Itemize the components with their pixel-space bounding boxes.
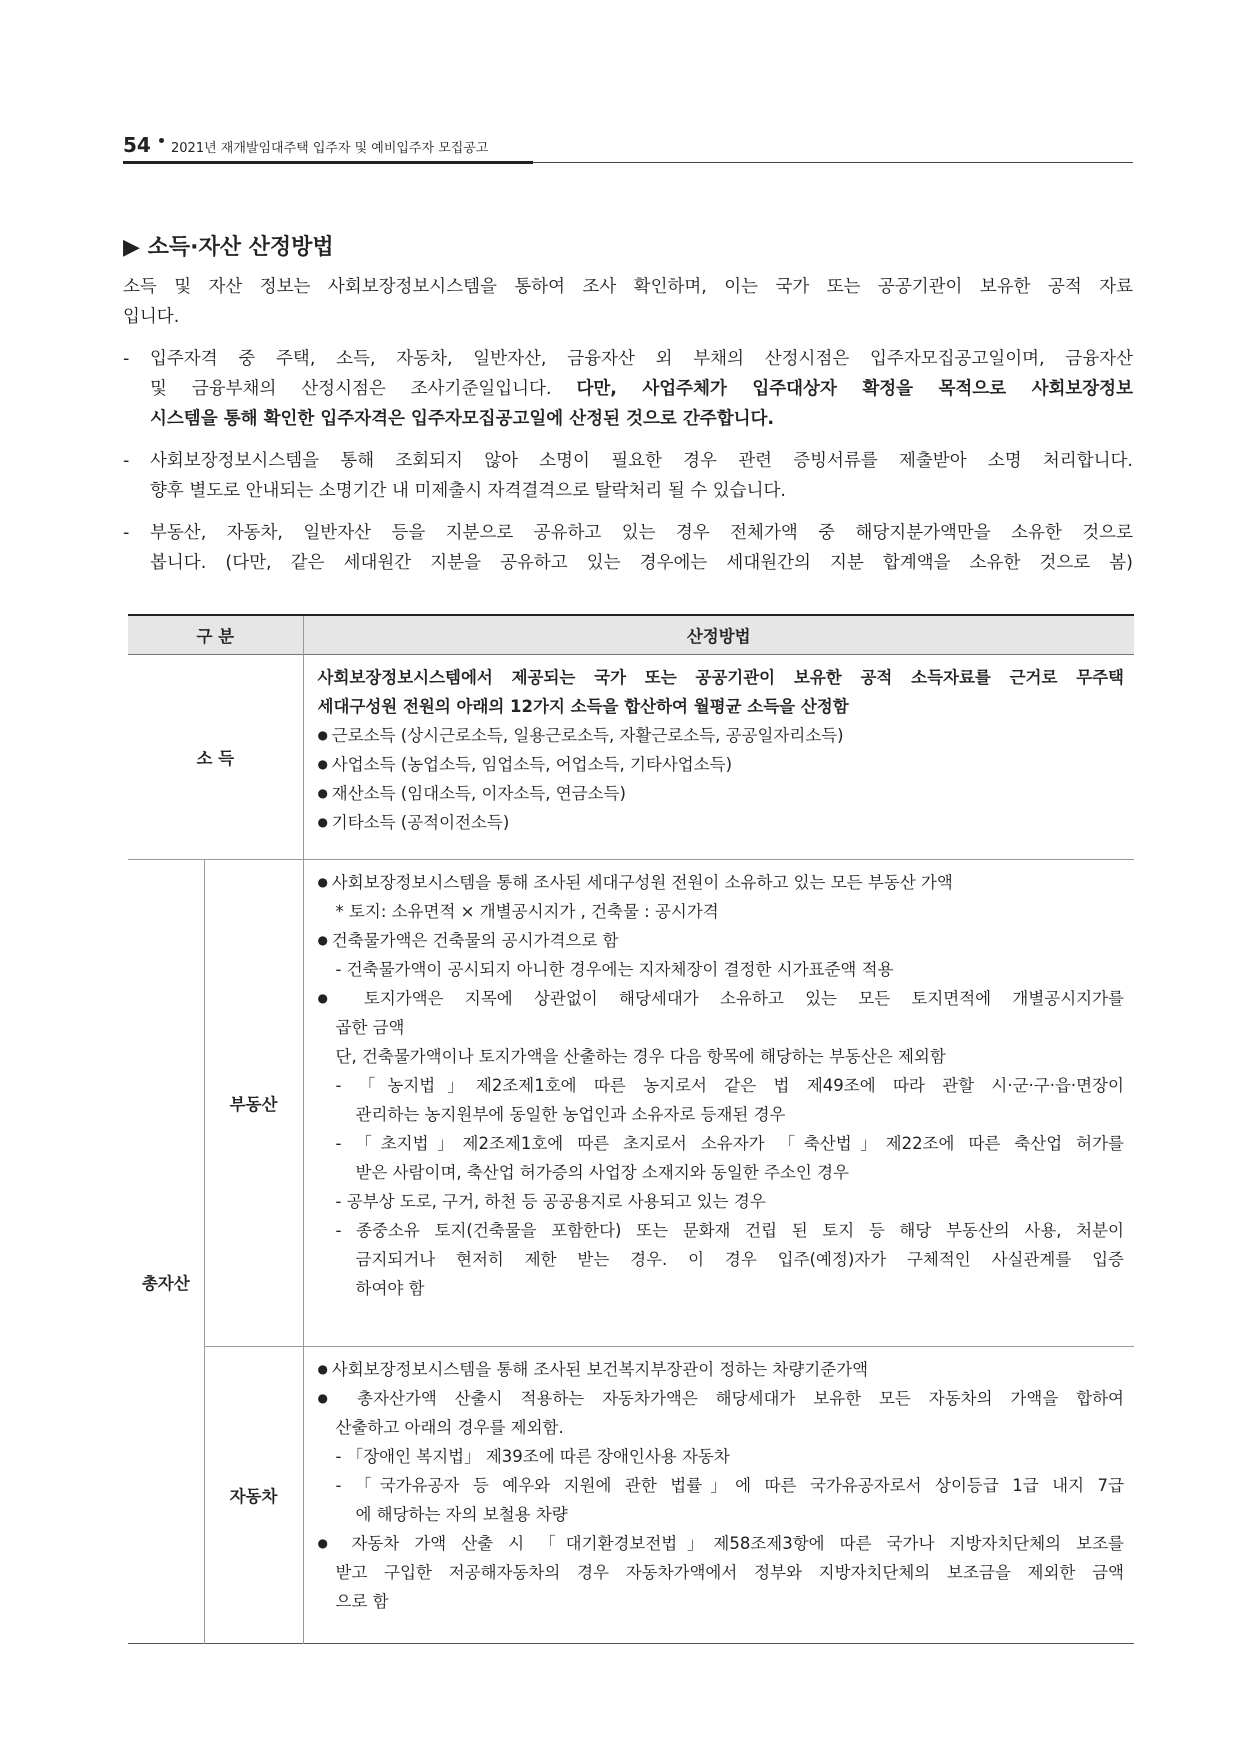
intro-line-2: 입니다. bbox=[123, 307, 180, 327]
bullet3-line-2: 봅니다. (다만, 같은 세대원간 지분을 공유하고 있는 경우에는 세대원간의 지분 합계액을 소유한 것으로 봄) bbox=[150, 553, 1133, 573]
table-header-row bbox=[128, 615, 1134, 655]
header-method: 산정방법 bbox=[303, 615, 1134, 655]
realestate-line: 받은 사람이며, 축산업 허가증의 사업장 소재지와 동일한 주소인 경우 bbox=[355, 1163, 849, 1182]
section-title: ▶ 소득·자산 산정방법 bbox=[123, 235, 334, 260]
bullet2-line-1: 사회보장정보시스템을 통해 조회되지 않아 소명이 필요한 경우 관련 증빙서류를 제출받아 소명 처리합니다. bbox=[150, 451, 1133, 471]
income-item: ● 사업소득 (농업소득, 임업소득, 어업소득, 기타사업소득) bbox=[318, 750, 1125, 779]
income-item: ● 근로소득 (상시근로소득, 일용근로소득, 자활근로소득, 공공일자리소득) bbox=[318, 721, 1125, 750]
bullet1-line-2-bold: 다만, 사업주체가 입주대상자 확정을 목적으로 사회보장정보 bbox=[576, 379, 1133, 399]
document-title: 2021년 재개발임대주택 입주자 및 예비입주자 모집공고 bbox=[171, 141, 489, 156]
realestate-line: - 「초지법」제2조제1호에 따른 초지로서 소유자가 「축산법」제22조에 따른 축산업 허가를 bbox=[335, 1134, 1124, 1153]
realestate-line: ● 토지가액은 지목에 상관없이 해당세대가 소유하고 있는 모든 토지면적에 개별공시지가를 bbox=[318, 984, 1125, 1013]
income-item: ● 재산소득 (임대소득, 이자소득, 연금소득) bbox=[318, 779, 1125, 808]
realestate-line: * 토지: 소유면적 × 개별공시지가 , 건축물 : 공시가격 bbox=[335, 902, 719, 921]
realestate-line: 관리하는 농지원부에 동일한 농업인과 소유자로 등재된 경우 bbox=[355, 1105, 786, 1124]
calculation-method-table bbox=[128, 614, 1134, 1644]
income-row bbox=[128, 655, 1134, 860]
car-label: 자동차 bbox=[204, 1347, 303, 1644]
car-line: - 「장애인 복지법」 제39조에 따른 장애인사용 자동차 bbox=[335, 1447, 730, 1466]
bullet2-line-2: 향후 별도로 안내되는 소명기간 내 미제출시 자격결격으로 탈락처리 될 수 있습니다. bbox=[150, 481, 786, 501]
total-assets-label: 총자산 bbox=[128, 860, 204, 1644]
car-line: - 「국가유공자 등 예우와 지원에 관한 법률」에 따른 국가유공자로서 상이등급 1급 내지 7급 bbox=[335, 1476, 1124, 1495]
realestate-line: ● 건축물가액은 건축물의 공시가격으로 함 bbox=[318, 926, 1125, 955]
dash-marker: - bbox=[123, 349, 130, 369]
page-header bbox=[123, 133, 1133, 163]
intro-line-1: 소득 및 자산 정보는 사회보장정보시스템을 통하여 조사 확인하며, 이는 국가 또는 공공기관이 보유한 공적 자료 bbox=[123, 277, 1133, 297]
realestate-label: 부동산 bbox=[204, 860, 303, 1347]
car-row bbox=[128, 1347, 1134, 1644]
bullet1-line-1: 입주자격 중 주택, 소득, 자동차, 일반자산, 금융자산 외 부채의 산정시점은 입주자모집공고일이며, 금융자산 bbox=[150, 349, 1133, 369]
income-content bbox=[303, 655, 1134, 860]
car-line: 산출하고 아래의 경우를 제외함. bbox=[335, 1418, 564, 1437]
dash-marker: - bbox=[123, 523, 130, 543]
car-line: 받고 구입한 저공해자동차의 경우 자동차가액에서 정부와 지방자치단체의 보조금을 제외한 금액 bbox=[335, 1563, 1124, 1582]
income-item: ● 기타소득 (공적이전소득) bbox=[318, 808, 1125, 837]
car-line: ● 자동차 가액 산출 시 「대기환경보전법」제58조제3항에 따른 국가나 지방자치단체의 보조를 bbox=[318, 1529, 1125, 1558]
bullet1-line-3: 시스템을 통해 확인한 입주자격은 입주자모집공고일에 산정된 것으로 간주합니다. bbox=[150, 409, 775, 429]
realestate-line: 곱한 금액 bbox=[335, 1018, 405, 1037]
realestate-line: 하여야 함 bbox=[355, 1279, 425, 1298]
car-line: 에 해당하는 자의 보철용 차량 bbox=[355, 1505, 568, 1524]
car-line: ● 총자산가액 산출시 적용하는 자동차가액은 해당세대가 보유한 모든 자동차의 가액을 합하여 bbox=[318, 1384, 1125, 1413]
bullet1-line-2 bbox=[150, 374, 1133, 404]
bullet3-line-1: 부동산, 자동차, 일반자산 등을 지분으로 공유하고 있는 경우 전체가액 중 해당지분가액만을 소유한 것으로 bbox=[150, 523, 1133, 543]
header-category: 구 분 bbox=[128, 615, 303, 655]
realestate-line: - 종중소유 토지(건축물을 포함한다) 또는 문화재 건립 된 토지 등 해당 부동산의 사용, 처분이 bbox=[335, 1221, 1124, 1240]
realestate-line: ● 사회보장정보시스템을 통해 조사된 세대구성원 전원이 소유하고 있는 모든 부동산 가액 bbox=[318, 868, 1125, 897]
income-label: 소 득 bbox=[128, 655, 303, 860]
car-line: ● 사회보장정보시스템을 통해 조사된 보건복지부장관이 정하는 차량기준가액 bbox=[318, 1355, 1125, 1384]
realestate-line: - 「농지법」제2조제1호에 따른 농지로서 같은 법 제49조에 따라 관할 시·군·구·읍·면장이 bbox=[335, 1076, 1124, 1095]
realestate-line: 금지되거나 현저히 제한 받는 경우. 이 경우 입주(예정)자가 구체적인 사실관계를 입증 bbox=[355, 1250, 1124, 1269]
dash-marker: - bbox=[123, 451, 130, 471]
header-dot bbox=[159, 138, 164, 143]
header-rule-thin bbox=[533, 162, 1133, 163]
realestate-line: 단, 건축물가액이나 토지가액을 산출하는 경우 다음 항목에 해당하는 부동산은 제외함 bbox=[335, 1047, 946, 1066]
header-rule bbox=[123, 161, 533, 164]
page-number: 54 bbox=[123, 133, 151, 157]
realestate-line: - 공부상 도로, 구거, 하천 등 공공용지로 사용되고 있는 경우 bbox=[335, 1192, 766, 1211]
realestate-line: - 건축물가액이 공시되지 아니한 경우에는 지자체장이 결정한 시가표준액 적용 bbox=[335, 960, 894, 979]
income-lead-1: 사회보장정보시스템에서 제공되는 국가 또는 공공기관이 보유한 공적 소득자료를 근거로 무주택 bbox=[317, 668, 1124, 687]
car-content bbox=[303, 1347, 1134, 1644]
realestate-content bbox=[303, 860, 1134, 1347]
income-lead-2: 세대구성원 전원의 아래의 12가지 소득을 합산하여 월평균 소득을 산정함 bbox=[317, 697, 849, 716]
bullet1-line-2-normal: 및 금융부채의 산정시점은 조사기준일입니다. bbox=[150, 379, 577, 399]
car-line: 으로 함 bbox=[335, 1592, 389, 1611]
realestate-row bbox=[128, 860, 1134, 1347]
